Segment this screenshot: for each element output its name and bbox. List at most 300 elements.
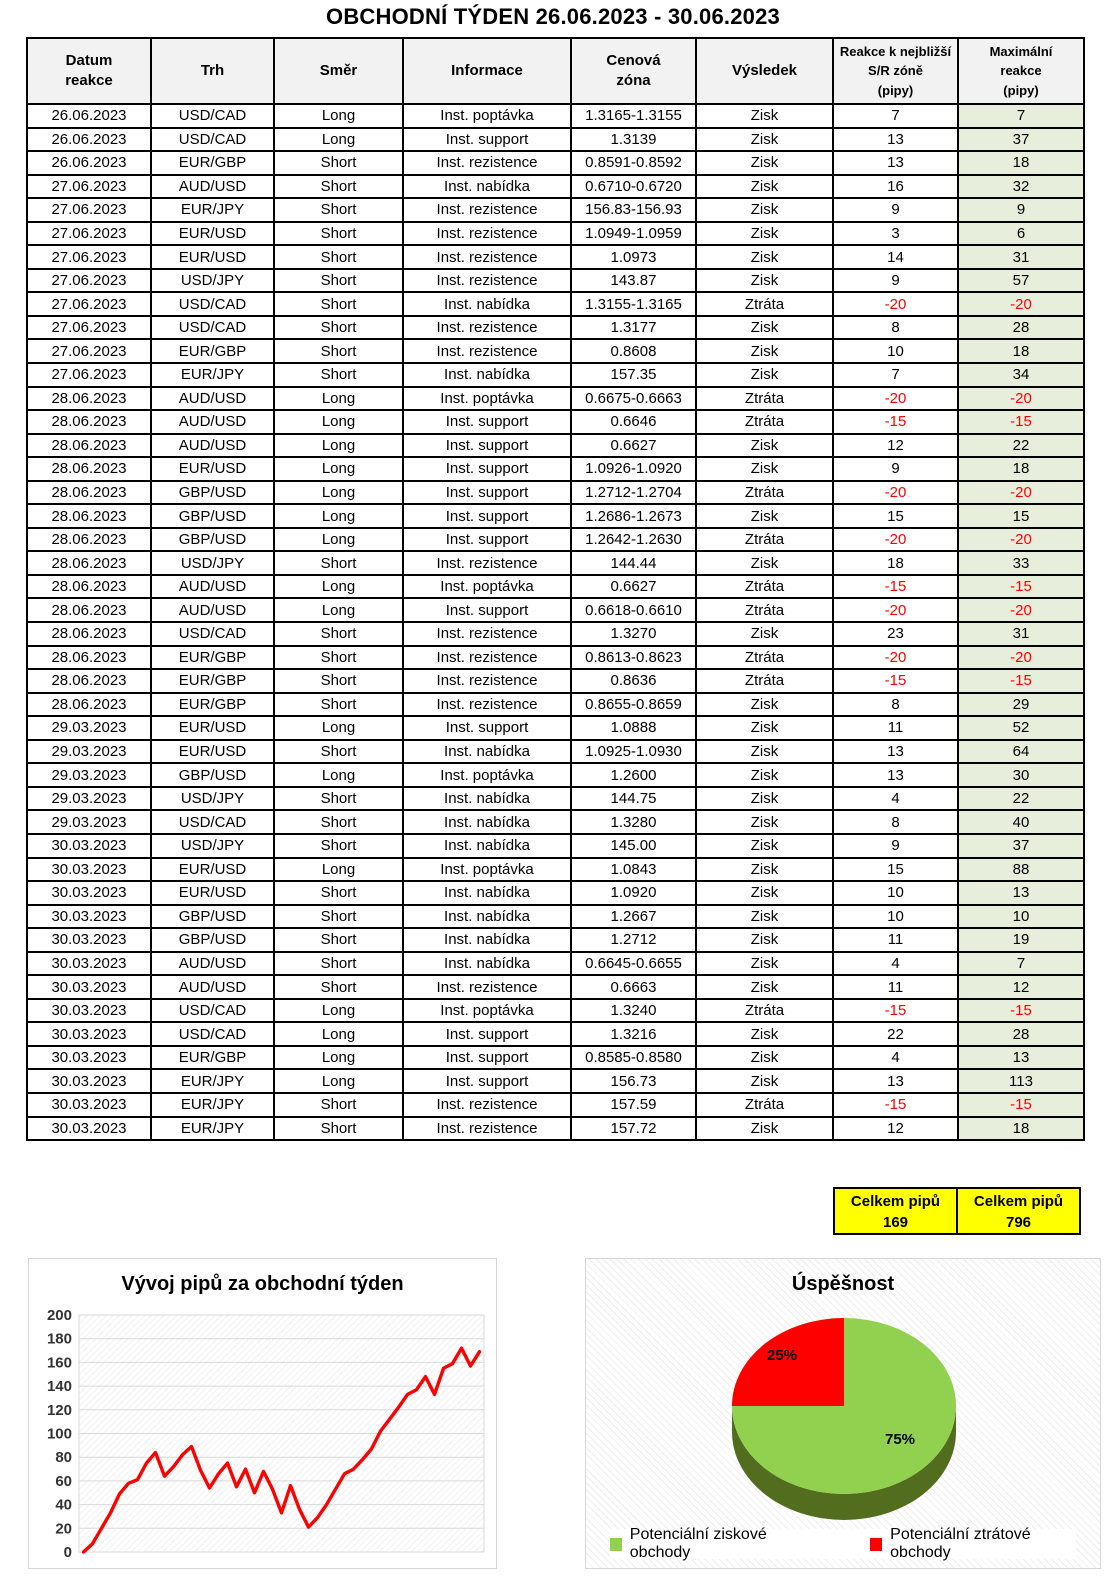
cell-trh: AUD/USD [151,175,274,199]
table-row [27,387,1084,411]
cell-cenova-zona: 143.87 [571,269,696,293]
cell-datum-reakce: 29.03.2023 [27,716,151,740]
pie-chart [585,1258,1101,1569]
cell-trh: AUD/USD [151,387,274,411]
cell-reakce-pipy: 22 [833,1022,958,1046]
cell-trh: EUR/JPY [151,1117,274,1141]
cell-cenova-zona: 1.2642-1.2630 [571,528,696,552]
cell-reakce-pipy: 4 [833,787,958,811]
cell-informace: Inst. rezistence [403,269,571,293]
legend-label: Potenciální ztrátové obchody [890,1526,1031,1561]
column-header-line: reakce [1000,63,1042,79]
cell-maximalni-reakce-pipy: 52 [958,716,1084,740]
cell-trh: USD/CAD [151,316,274,340]
cell-smer: Long [274,716,403,740]
cell-datum-reakce: 29.03.2023 [27,810,151,834]
cell-informace: Inst. support [403,128,571,152]
cell-datum-reakce: 28.06.2023 [27,387,151,411]
cell-datum-reakce: 28.06.2023 [27,646,151,670]
cell-vysledek: Ztráta [696,575,833,599]
cell-reakce-pipy: 18 [833,551,958,575]
cell-cenova-zona: 1.0920 [571,881,696,905]
cell-maximalni-reakce-pipy: -15 [958,999,1084,1023]
cell-maximalni-reakce-pipy: 33 [958,551,1084,575]
cell-cenova-zona: 0.6675-0.6663 [571,387,696,411]
column-header-line: Směr [319,61,358,79]
table-row [27,598,1084,622]
cell-maximalni-reakce-pipy: -20 [958,646,1084,670]
cell-datum-reakce: 30.03.2023 [27,905,151,929]
column-header-informace [403,38,571,104]
cell-maximalni-reakce-pipy: 40 [958,810,1084,834]
y-axis-tick-label: 160 [46,1354,72,1372]
column-header-line: (pipy) [1003,82,1039,98]
cell-informace: Inst. poptávka [403,763,571,787]
cell-reakce-pipy: -15 [833,410,958,434]
table-row [27,575,1084,599]
cell-smer: Long [274,763,403,787]
cell-datum-reakce: 30.03.2023 [27,975,151,999]
total-label: Celkem pipů [973,1193,1064,1210]
cell-datum-reakce: 27.06.2023 [27,339,151,363]
cell-reakce-pipy: 8 [833,316,958,340]
line-chart-title: Vývoj pipů za obchodní týden [121,1273,404,1295]
cell-informace: Inst. nabídka [403,175,571,199]
table-row [27,999,1084,1023]
cell-trh: EUR/USD [151,245,274,269]
table-row [27,151,1084,175]
table-row [27,1046,1084,1070]
table-row [27,1069,1084,1093]
cell-informace: Inst. support [403,481,571,505]
cell-smer: Long [274,598,403,622]
cell-vysledek: Zisk [696,175,833,199]
column-header-line: Informace [451,61,523,79]
table-row [27,269,1084,293]
table-row [27,198,1084,222]
cell-cenova-zona: 1.3165-1.3155 [571,104,696,128]
cell-reakce-pipy: -20 [833,528,958,552]
cell-trh: EUR/USD [151,858,274,882]
cell-smer: Short [274,928,403,952]
cell-cenova-zona: 0.8591-0.8592 [571,151,696,175]
cell-cenova-zona: 1.0843 [571,858,696,882]
cell-reakce-pipy: 4 [833,1046,958,1070]
cell-informace: Inst. poptávka [403,387,571,411]
cell-trh: GBP/USD [151,905,274,929]
cell-smer: Long [274,1046,403,1070]
cell-trh: AUD/USD [151,575,274,599]
cell-reakce-pipy: -20 [833,481,958,505]
cell-reakce-pipy: -15 [833,999,958,1023]
cell-datum-reakce: 28.06.2023 [27,481,151,505]
table-row [27,905,1084,929]
cell-smer: Short [274,316,403,340]
table-row [27,434,1084,458]
cell-maximalni-reakce-pipy: 9 [958,198,1084,222]
cell-informace: Inst. support [403,504,571,528]
cell-vysledek: Zisk [696,1069,833,1093]
cell-vysledek: Zisk [696,1046,833,1070]
cell-smer: Long [274,504,403,528]
cell-informace: Inst. poptávka [403,575,571,599]
cell-vysledek: Zisk [696,551,833,575]
column-header-line: Cenová [606,51,661,69]
cell-smer: Long [274,858,403,882]
y-axis-tick-label: 120 [46,1401,72,1419]
y-axis-tick-label: 80 [55,1449,72,1467]
cell-maximalni-reakce-pipy: -20 [958,528,1084,552]
cell-smer: Long [274,457,403,481]
cell-informace: Inst. rezistence [403,975,571,999]
cell-smer: Short [274,952,403,976]
cell-maximalni-reakce-pipy: 15 [958,504,1084,528]
cell-maximalni-reakce-pipy: -15 [958,1093,1084,1117]
column-header-vysledek [696,38,833,104]
table-row [27,693,1084,717]
cell-datum-reakce: 27.06.2023 [27,245,151,269]
cell-smer: Short [274,669,403,693]
cell-datum-reakce: 30.03.2023 [27,952,151,976]
table-row [27,481,1084,505]
cell-trh: AUD/USD [151,598,274,622]
cell-trh: EUR/GBP [151,339,274,363]
cell-vysledek: Zisk [696,269,833,293]
cell-cenova-zona: 156.73 [571,1069,696,1093]
cell-datum-reakce: 28.06.2023 [27,504,151,528]
cell-informace: Inst. rezistence [403,151,571,175]
cell-cenova-zona: 1.2600 [571,763,696,787]
cell-smer: Short [274,975,403,999]
cell-datum-reakce: 30.03.2023 [27,834,151,858]
totals-row [833,1187,1081,1235]
cell-cenova-zona: 1.3280 [571,810,696,834]
cell-reakce-pipy: 15 [833,504,958,528]
cell-informace: Inst. support [403,1046,571,1070]
cell-informace: Inst. rezistence [403,198,571,222]
cell-cenova-zona: 0.6710-0.6720 [571,175,696,199]
column-header-line: Maximální [989,43,1053,59]
cell-informace: Inst. rezistence [403,1117,571,1141]
cell-informace: Inst. nabídka [403,905,571,929]
cell-vysledek: Zisk [696,316,833,340]
cell-datum-reakce: 28.06.2023 [27,669,151,693]
cell-vysledek: Zisk [696,928,833,952]
table-header [27,38,1084,104]
cell-trh: USD/JPY [151,834,274,858]
cell-vysledek: Zisk [696,622,833,646]
cell-cenova-zona: 157.35 [571,363,696,387]
cell-reakce-pipy: 10 [833,339,958,363]
cell-smer: Short [274,222,403,246]
cell-cenova-zona: 1.3177 [571,316,696,340]
cell-reakce-pipy: -20 [833,598,958,622]
cell-reakce-pipy: 8 [833,810,958,834]
cell-datum-reakce: 30.03.2023 [27,928,151,952]
cell-trh: EUR/GBP [151,646,274,670]
cell-informace: Inst. rezistence [403,245,571,269]
cell-reakce-pipy: 7 [833,104,958,128]
cell-reakce-pipy: 16 [833,175,958,199]
cell-trh: AUD/USD [151,434,274,458]
cell-informace: Inst. support [403,457,571,481]
cell-vysledek: Zisk [696,434,833,458]
cell-trh: EUR/GBP [151,1046,274,1070]
table-row [27,858,1084,882]
pie-legend [610,1526,1076,1561]
cell-trh: EUR/USD [151,716,274,740]
cell-vysledek: Zisk [696,245,833,269]
cell-smer: Short [274,787,403,811]
cell-datum-reakce: 26.06.2023 [27,128,151,152]
column-header-line: Výsledek [731,61,798,79]
cell-datum-reakce: 27.06.2023 [27,316,151,340]
cell-trh: USD/CAD [151,1022,274,1046]
cell-vysledek: Ztráta [696,646,833,670]
total-pips-reaction [833,1187,958,1235]
table-row [27,787,1084,811]
cell-trh: EUR/USD [151,740,274,764]
cell-datum-reakce: 28.06.2023 [27,622,151,646]
cell-maximalni-reakce-pipy: 28 [958,1022,1084,1046]
cell-trh: AUD/USD [151,975,274,999]
cell-vysledek: Zisk [696,504,833,528]
cell-trh: GBP/USD [151,504,274,528]
legend-swatch-icon [870,1538,882,1551]
column-header-cenova-zona [571,38,696,104]
table-row [27,952,1084,976]
cell-vysledek: Ztráta [696,598,833,622]
cell-maximalni-reakce-pipy: 18 [958,339,1084,363]
cell-vysledek: Zisk [696,363,833,387]
cell-smer: Short [274,198,403,222]
cell-vysledek: Zisk [696,128,833,152]
cell-maximalni-reakce-pipy: 37 [958,834,1084,858]
cell-maximalni-reakce-pipy: 22 [958,787,1084,811]
cell-cenova-zona: 1.3240 [571,999,696,1023]
table-row [27,810,1084,834]
cell-maximalni-reakce-pipy: -20 [958,598,1084,622]
cell-trh: GBP/USD [151,481,274,505]
cell-cenova-zona: 157.59 [571,1093,696,1117]
cell-cenova-zona: 0.8585-0.8580 [571,1046,696,1070]
cell-vysledek: Zisk [696,858,833,882]
cell-smer: Long [274,1069,403,1093]
cell-cenova-zona: 1.3139 [571,128,696,152]
cell-maximalni-reakce-pipy: 88 [958,858,1084,882]
cell-datum-reakce: 28.06.2023 [27,410,151,434]
cell-reakce-pipy: 14 [833,245,958,269]
cell-vysledek: Ztráta [696,292,833,316]
cell-informace: Inst. rezistence [403,222,571,246]
cell-vysledek: Zisk [696,198,833,222]
table-row [27,1022,1084,1046]
y-axis-tick-label: 100 [46,1425,72,1443]
cell-smer: Short [274,1117,403,1141]
y-axis-tick-label: 20 [55,1520,72,1538]
cell-trh: GBP/USD [151,763,274,787]
column-header-line: Datum [65,51,113,69]
cell-smer: Short [274,881,403,905]
cell-informace: Inst. rezistence [403,1093,571,1117]
cell-datum-reakce: 30.03.2023 [27,881,151,905]
cell-vysledek: Zisk [696,339,833,363]
cell-smer: Long [274,104,403,128]
table-row [27,669,1084,693]
cell-cenova-zona: 0.8655-0.8659 [571,693,696,717]
cell-datum-reakce: 30.03.2023 [27,1093,151,1117]
cell-reakce-pipy: -15 [833,1093,958,1117]
cell-datum-reakce: 28.06.2023 [27,434,151,458]
cell-maximalni-reakce-pipy: 29 [958,693,1084,717]
cell-trh: USD/CAD [151,104,274,128]
header-row [27,38,1084,104]
cell-trh: EUR/JPY [151,198,274,222]
cell-datum-reakce: 29.03.2023 [27,763,151,787]
cell-cenova-zona: 156.83-156.93 [571,198,696,222]
cell-maximalni-reakce-pipy: 31 [958,245,1084,269]
total-value: 796 [1005,1214,1032,1231]
cell-cenova-zona: 1.3155-1.3165 [571,292,696,316]
cell-datum-reakce: 27.06.2023 [27,175,151,199]
cell-reakce-pipy: 9 [833,198,958,222]
cell-reakce-pipy: 4 [833,952,958,976]
cell-smer: Long [274,387,403,411]
table-row [27,245,1084,269]
cell-reakce-pipy: 10 [833,881,958,905]
cell-cenova-zona: 0.6618-0.6610 [571,598,696,622]
cell-trh: GBP/USD [151,528,274,552]
pie-chart-plot [586,1259,1100,1534]
cell-reakce-pipy: 13 [833,740,958,764]
cell-maximalni-reakce-pipy: 19 [958,928,1084,952]
cell-reakce-pipy: 9 [833,834,958,858]
cell-reakce-pipy: 11 [833,928,958,952]
cell-cenova-zona: 145.00 [571,834,696,858]
y-axis-tick-label: 40 [55,1496,72,1514]
cell-informace: Inst. nabídka [403,292,571,316]
table-row [27,716,1084,740]
table-row [27,881,1084,905]
table-row [27,410,1084,434]
cell-trh: USD/CAD [151,622,274,646]
cell-reakce-pipy: 13 [833,1069,958,1093]
table-row [27,975,1084,999]
legend-label: Potenciální ziskové obchody [629,1526,767,1561]
cell-trh: USD/JPY [151,551,274,575]
cell-reakce-pipy: 7 [833,363,958,387]
cell-cenova-zona: 0.8636 [571,669,696,693]
cell-maximalni-reakce-pipy: 31 [958,622,1084,646]
cell-cenova-zona: 157.72 [571,1117,696,1141]
cell-informace: Inst. support [403,598,571,622]
column-header-maximalni-reakce-pipy [958,38,1084,104]
cell-informace: Inst. poptávka [403,858,571,882]
table-row [27,504,1084,528]
cell-informace: Inst. rezistence [403,693,571,717]
total-label: Celkem pipů [850,1193,941,1210]
cell-reakce-pipy: 11 [833,716,958,740]
cell-smer: Short [274,810,403,834]
cell-vysledek: Zisk [696,693,833,717]
cell-maximalni-reakce-pipy: -20 [958,387,1084,411]
cell-reakce-pipy: -20 [833,646,958,670]
cell-datum-reakce: 30.03.2023 [27,858,151,882]
table-row [27,316,1084,340]
cell-smer: Short [274,151,403,175]
cell-reakce-pipy: 15 [833,858,958,882]
cell-smer: Short [274,622,403,646]
cell-datum-reakce: 28.06.2023 [27,575,151,599]
cell-vysledek: Zisk [696,810,833,834]
table-row [27,834,1084,858]
cell-maximalni-reakce-pipy: 30 [958,763,1084,787]
cell-cenova-zona: 1.3216 [571,1022,696,1046]
table-row [27,1093,1084,1117]
cell-informace: Inst. nabídka [403,928,571,952]
cell-reakce-pipy: -15 [833,575,958,599]
cell-maximalni-reakce-pipy: 22 [958,434,1084,458]
y-axis-tick-label: 140 [46,1378,72,1396]
cell-maximalni-reakce-pipy: 7 [958,104,1084,128]
cell-datum-reakce: 27.06.2023 [27,269,151,293]
cell-trh: USD/CAD [151,810,274,834]
cell-trh: EUR/GBP [151,151,274,175]
cell-reakce-pipy: 3 [833,222,958,246]
pie-data-label-ztrata: 25% [766,1347,798,1364]
cell-informace: Inst. nabídka [403,834,571,858]
column-header-datum-reakce [27,38,151,104]
cell-datum-reakce: 27.06.2023 [27,198,151,222]
table-row [27,646,1084,670]
y-axis-tick-label: 60 [55,1472,72,1490]
cell-smer: Short [274,269,403,293]
cell-informace: Inst. poptávka [403,104,571,128]
cell-datum-reakce: 29.03.2023 [27,740,151,764]
cell-cenova-zona: 1.2712-1.2704 [571,481,696,505]
cell-maximalni-reakce-pipy: 13 [958,1046,1084,1070]
cell-trh: USD/CAD [151,128,274,152]
column-header-line: Reakce k nejbližší [839,43,952,59]
cell-cenova-zona: 1.0949-1.0959 [571,222,696,246]
cell-informace: Inst. nabídka [403,952,571,976]
table-row [27,292,1084,316]
cell-vysledek: Zisk [696,222,833,246]
cell-cenova-zona: 1.0973 [571,245,696,269]
cell-smer: Short [274,339,403,363]
trades-table [26,37,1085,1141]
cell-maximalni-reakce-pipy: 28 [958,316,1084,340]
table-row [27,928,1084,952]
legend-item [610,1526,812,1562]
cell-cenova-zona: 1.0888 [571,716,696,740]
cell-datum-reakce: 27.06.2023 [27,292,151,316]
cell-datum-reakce: 30.03.2023 [27,999,151,1023]
cell-trh: GBP/USD [151,928,274,952]
table-row [27,222,1084,246]
cell-trh: USD/JPY [151,787,274,811]
cell-vysledek: Zisk [696,104,833,128]
table-row [27,339,1084,363]
cell-maximalni-reakce-pipy: 6 [958,222,1084,246]
cell-datum-reakce: 30.03.2023 [27,1022,151,1046]
cell-vysledek: Zisk [696,151,833,175]
cell-vysledek: Zisk [696,975,833,999]
cell-informace: Inst. rezistence [403,622,571,646]
cell-datum-reakce: 29.03.2023 [27,787,151,811]
cell-smer: Long [274,575,403,599]
column-header-line: (pipy) [877,82,914,98]
